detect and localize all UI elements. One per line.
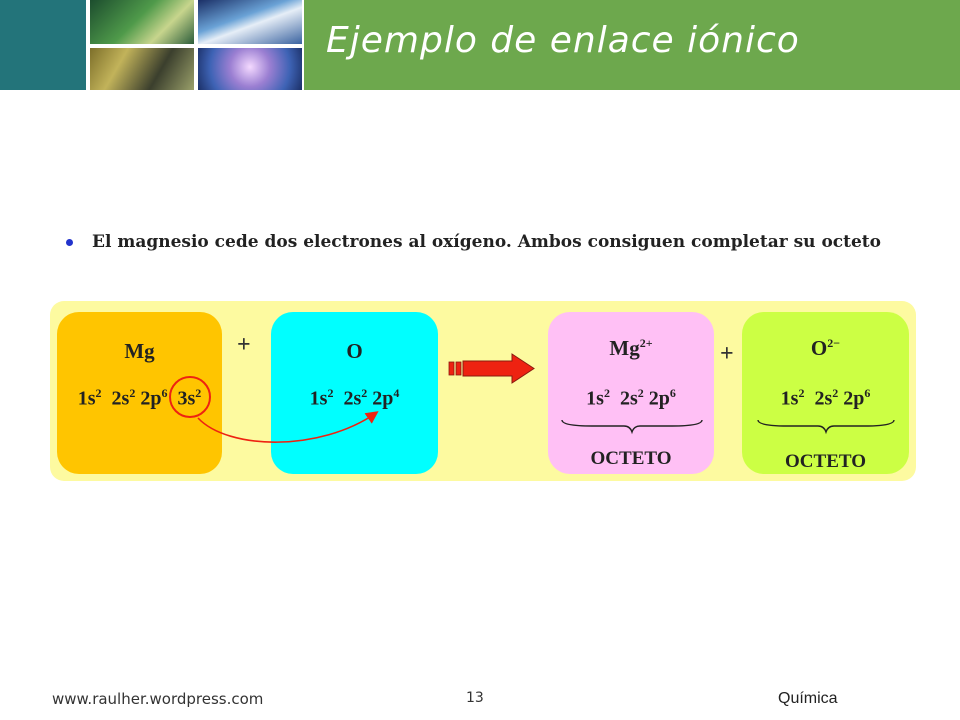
o-symbol: O (346, 339, 363, 363)
mg-valence-shell: 3s (177, 387, 196, 410)
page-number: 13 (466, 690, 484, 706)
mg-ion-octet-label: OCTETO (590, 448, 672, 469)
mg-symbol: Mg (124, 339, 155, 363)
footer-subject: Química (778, 690, 838, 707)
electron-transfer-arrow (198, 413, 376, 442)
plus-sign-products: + (720, 341, 734, 367)
o-ion-configuration: $1s^2$ $2s^2$ $2p^6$ (780, 386, 871, 410)
o-ion-symbol: $O^{2-}$ (810, 336, 841, 360)
valence-shell-circle (170, 377, 210, 417)
reaction-arrow (449, 354, 534, 383)
mg-configuration: $1s^2$ $2s^2$ $2p^6$ $3s^2$ (77, 386, 202, 410)
footer-url: www.raulher.wordpress.com (52, 690, 264, 708)
mg-ion-charge: 2+ (639, 336, 653, 350)
mg-ion-octet-brace (562, 420, 702, 432)
o-ion-octet-label: OCTETO (785, 451, 866, 472)
plus-sign-reactants: + (237, 332, 251, 358)
mg-ion-symbol: $Mg^{2+}$ (609, 336, 653, 360)
o-configuration: $1s^2$ $2s^2$ $2p^4$ (309, 386, 400, 410)
mg-ion-configuration: $1s^2$ $2s^2$ $2p^6$ (586, 386, 676, 410)
o-ion-octet-brace (758, 420, 894, 432)
bullet-text: El magnesio cede dos electrones al oxígeno. Ambos consiguen completar su octeto (92, 232, 881, 252)
o-ion-charge: 2− (827, 336, 841, 350)
slide-title: Ejemplo de enlace iónico (326, 20, 800, 61)
